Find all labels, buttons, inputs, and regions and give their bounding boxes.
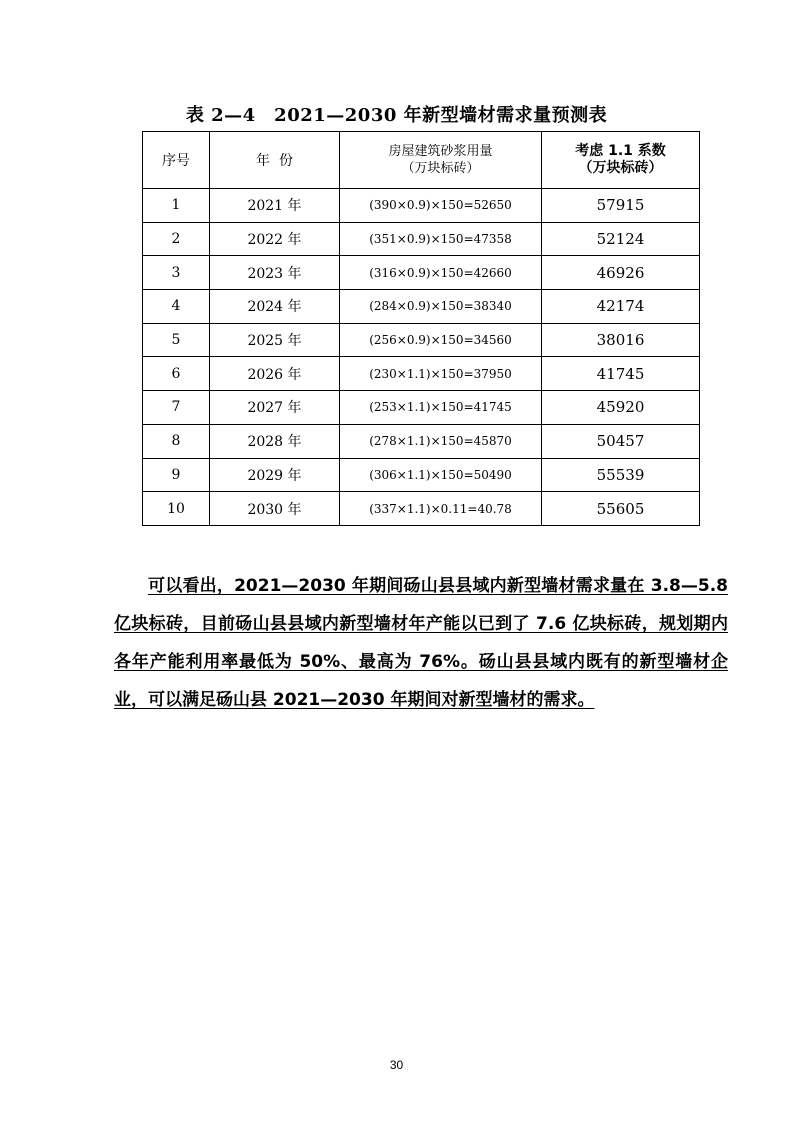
header-mortar-usage-line2: （万块标砖）: [401, 161, 480, 176]
header-mortar-usage: [340, 132, 542, 189]
row-index-cell: 4: [143, 290, 210, 324]
row-index-cell: 8: [143, 424, 210, 458]
row-year-cell: 2027 年: [210, 391, 340, 425]
row-year-cell: 2025 年: [210, 323, 340, 357]
table-row: [143, 222, 700, 256]
row-calc-cell: (278×1.1)×150=45870: [340, 424, 542, 458]
row-index-cell: 9: [143, 458, 210, 492]
table-row: [143, 357, 700, 391]
row-value-cell: 38016: [542, 323, 700, 357]
row-year-cell: 2030 年: [210, 492, 340, 526]
table-row: [143, 391, 700, 425]
table-row: [143, 492, 700, 526]
row-value-cell: 42174: [542, 290, 700, 324]
header-adjusted-value: [542, 132, 700, 189]
row-value-cell: 57915: [542, 189, 700, 223]
row-value-cell: 55539: [542, 458, 700, 492]
header-year: 年 份: [210, 132, 340, 189]
table-row: [143, 290, 700, 324]
row-year-cell: 2021 年: [210, 189, 340, 223]
row-value-cell: 46926: [542, 256, 700, 290]
row-calc-cell: (306×1.1)×150=50490: [340, 458, 542, 492]
row-calc-cell: (351×0.9)×150=47358: [340, 222, 542, 256]
row-value-cell: 41745: [542, 357, 700, 391]
row-value-cell: 45920: [542, 391, 700, 425]
row-calc-cell: (337×1.1)×0.11=40.78: [340, 492, 542, 526]
table-row: [143, 458, 700, 492]
row-index-cell: 2: [143, 222, 210, 256]
row-index-cell: 10: [143, 492, 210, 526]
row-year-cell: 2023 年: [210, 256, 340, 290]
table-header-row: [143, 132, 700, 189]
row-value-cell: 50457: [542, 424, 700, 458]
table-row: [143, 424, 700, 458]
row-index-cell: 5: [143, 323, 210, 357]
row-calc-cell: (284×0.9)×150=38340: [340, 290, 542, 324]
row-calc-cell: (316×0.9)×150=42660: [340, 256, 542, 290]
row-value-cell: 52124: [542, 222, 700, 256]
row-year-cell: 2028 年: [210, 424, 340, 458]
row-value-cell: 55605: [542, 492, 700, 526]
table-row: [143, 323, 700, 357]
row-calc-cell: (230×1.1)×150=37950: [340, 357, 542, 391]
header-index: 序号: [143, 132, 210, 189]
demand-forecast-table: [142, 131, 700, 526]
table-row: [143, 256, 700, 290]
page-number: 30: [389, 1058, 404, 1072]
row-calc-cell: (390×0.9)×150=52650: [340, 189, 542, 223]
header-mortar-usage-line1: 房屋建筑砂浆用量: [388, 144, 493, 159]
header-adjusted-value-line1: 考虑 1.1 系数: [575, 143, 666, 159]
row-index-cell: 3: [143, 256, 210, 290]
table-title: 表 2—4 2021—2030 年新型墙材需求量预测表: [185, 105, 608, 126]
row-calc-cell: (253×1.1)×150=41745: [340, 391, 542, 425]
row-year-cell: 2026 年: [210, 357, 340, 391]
row-index-cell: 1: [143, 189, 210, 223]
row-index-cell: 7: [143, 391, 210, 425]
header-adjusted-value-line2: （万块标砖）: [578, 160, 663, 176]
row-index-cell: 6: [143, 357, 210, 391]
row-year-cell: 2022 年: [210, 222, 340, 256]
conclusion-paragraph: 可以看出，2021—2030 年期间砀山县县域内新型墙材需求量在 3.8—5.8 亿块标砖，目前砀山县县域内新型墙材年产能以已到了 7.6 亿块标砖，规划期内各年产能利用率最低为 50%、最高为 76%。砀山县县域内既有的新型墙材企业，可以满足砀山县 2021—2030 年期间对新型墙材的需求。: [114, 576, 728, 710]
row-year-cell: 2029 年: [210, 458, 340, 492]
row-year-cell: 2024 年: [210, 290, 340, 324]
table-row: [143, 189, 700, 223]
row-calc-cell: (256×0.9)×150=34560: [340, 323, 542, 357]
